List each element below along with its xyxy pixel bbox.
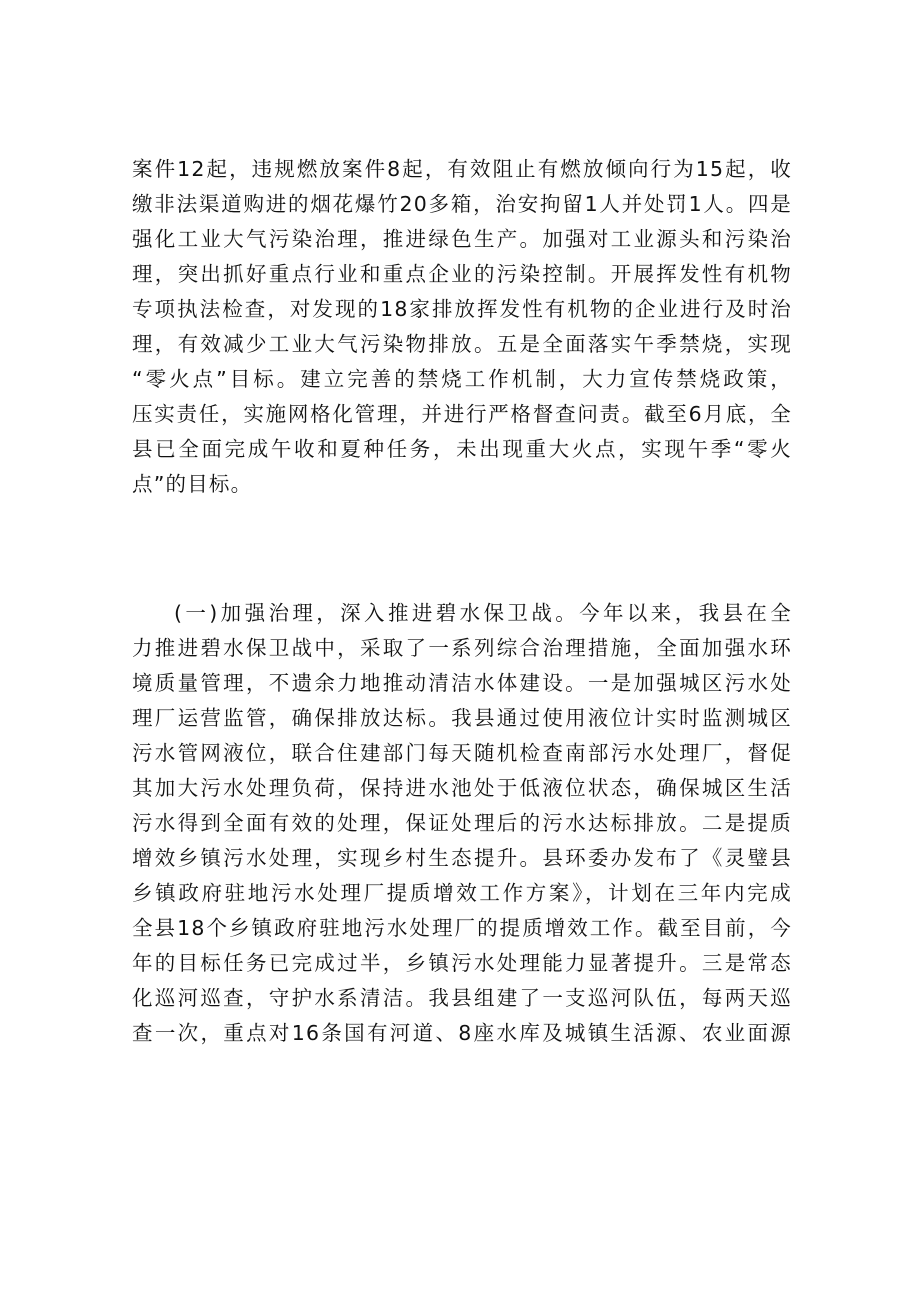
text-line: 压实责任，实施网格化管理，并进行严格督查问责。截至6月底，全 bbox=[132, 402, 792, 426]
text-line: 全县18个乡镇政府驻地污水处理厂的提质增效工作。截至目前，今 bbox=[132, 916, 792, 940]
text-line: 化巡河巡查，守护水系清洁。我县组建了一支巡河队伍，每两天巡 bbox=[132, 986, 792, 1010]
text-line: 年的目标任务已完成过半，乡镇污水处理能力显著提升。三是常态 bbox=[132, 951, 792, 975]
section-heading-line: (一)加强治理，深入推进碧水保卫战。今年以来，我县在全 bbox=[174, 601, 792, 625]
text-line: 理，突出抓好重点行业和重点企业的污染控制。开展挥发性有机物 bbox=[132, 262, 792, 286]
paragraph-continuation bbox=[132, 152, 792, 502]
text-line: 强化工业大气污染治理，推进绿色生产。加强对工业源头和污染治 bbox=[132, 227, 792, 251]
text-line: 县已全面完成午收和夏种任务，未出现重大火点，实现午季“零火 bbox=[132, 437, 792, 461]
text-line: 点”的目标。 bbox=[132, 472, 253, 496]
text-line: 案件12起，违规燃放案件8起，有效阻止有燃放倾向行为15起，收 bbox=[132, 157, 792, 181]
text-line: 境质量管理，不遗余力地推动清洁水体建设。一是加强城区污水处 bbox=[132, 671, 792, 695]
text-line: 乡镇政府驻地污水处理厂提质增效工作方案》，计划在三年内完成 bbox=[132, 881, 792, 905]
text-line: 增效乡镇污水处理，实现乡村生态提升。县环委办发布了《灵璧县 bbox=[132, 846, 792, 870]
text-line: 理，有效减少工业大气污染物排放。五是全面落实午季禁烧，实现 bbox=[132, 332, 792, 356]
text-line: 缴非法渠道购进的烟花爆竹20多箱，治安拘留1人并处罚1人。四是 bbox=[132, 192, 792, 216]
text-line: 污水得到全面有效的处理，保证处理后的污水达标排放。二是提质 bbox=[132, 811, 792, 835]
text-line: 其加大污水处理负荷，保持进水池处于低液位状态，确保城区生活 bbox=[132, 776, 792, 800]
text-line: 查一次，重点对16条国有河道、8座水库及城镇生活源、农业面源 bbox=[132, 1021, 792, 1045]
paragraph-water-protection bbox=[132, 596, 792, 1051]
text-line: “零火点”目标。建立完善的禁烧工作机制，大力宣传禁烧政策， bbox=[132, 367, 792, 391]
text-line: 理厂运营监管，确保排放达标。我县通过使用液位计实时监测城区 bbox=[132, 706, 792, 730]
text-line: 力推进碧水保卫战中，采取了一系列综合治理措施，全面加强水环 bbox=[132, 636, 792, 660]
text-line: 专项执法检查，对发现的18家排放挥发性有机物的企业进行及时治 bbox=[132, 297, 792, 321]
text-line: 污水管网液位，联合住建部门每天随机检查南部污水处理厂，督促 bbox=[132, 741, 792, 765]
